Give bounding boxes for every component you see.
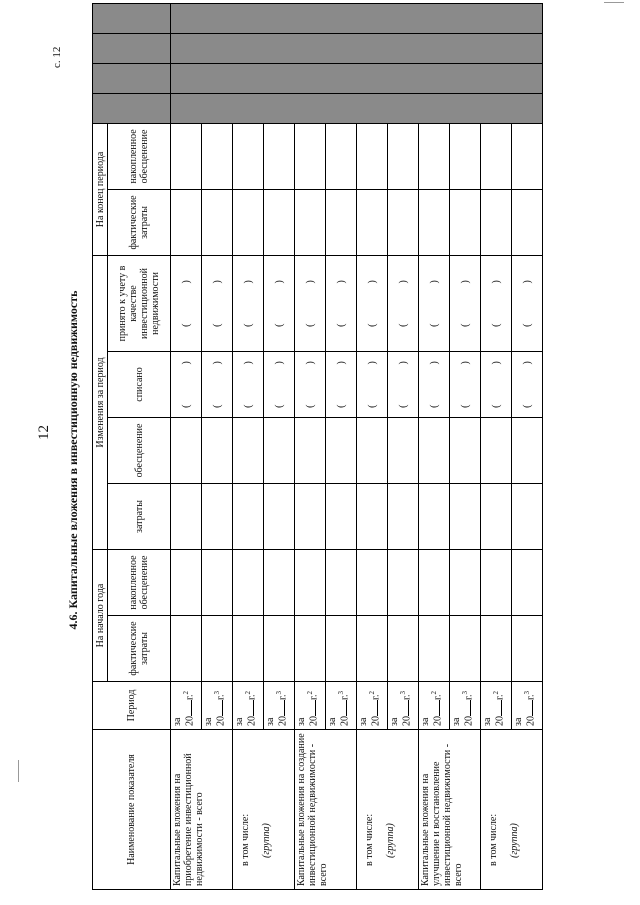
- year-blank: [524, 700, 533, 716]
- header-change-writeoff: списано: [108, 352, 171, 418]
- table-row: [233, 3, 264, 889]
- shaded-cell: [171, 33, 543, 63]
- period-year-prefix: 20: [184, 716, 196, 726]
- year-blank: [431, 700, 440, 716]
- negative-amount-parens: ( ): [397, 280, 409, 327]
- value-cell[interactable]: [233, 189, 264, 255]
- period-year: [307, 685, 319, 726]
- period-year-suffix: г.: [525, 694, 537, 700]
- indicator-name-cell: [419, 730, 481, 890]
- value-cell[interactable]: [512, 352, 543, 418]
- period-prefix: за: [358, 717, 369, 726]
- period-year: [245, 685, 257, 726]
- period-footnote: 2: [430, 691, 438, 695]
- value-cell[interactable]: [512, 255, 543, 351]
- table-row: [357, 3, 388, 889]
- indicator-group: (группа): [385, 823, 396, 858]
- rotated-page-content: [66, 30, 606, 890]
- period-cell: [450, 682, 481, 730]
- period-year-prefix: 20: [339, 716, 351, 726]
- value-cell[interactable]: [357, 255, 388, 351]
- value-cell[interactable]: [171, 255, 202, 351]
- value-cell[interactable]: [357, 616, 388, 682]
- value-cell[interactable]: [264, 352, 295, 418]
- value-cell[interactable]: [512, 189, 543, 255]
- scan-edge-mark: [18, 760, 19, 782]
- value-cell[interactable]: [326, 352, 357, 418]
- value-cell[interactable]: [202, 484, 233, 550]
- value-cell[interactable]: [326, 550, 357, 616]
- negative-amount-parens: ( ): [273, 361, 285, 408]
- value-cell[interactable]: [450, 352, 481, 418]
- value-cell[interactable]: [419, 484, 450, 550]
- value-cell[interactable]: [264, 189, 295, 255]
- period-prefix: за: [389, 717, 400, 726]
- period-cell: [171, 682, 202, 730]
- value-cell[interactable]: [295, 418, 326, 484]
- period-year: [369, 685, 381, 726]
- indicator-name-cell: [295, 730, 357, 890]
- period-cell: [388, 682, 419, 730]
- period-year-prefix: 20: [401, 716, 413, 726]
- period-year: [183, 685, 195, 726]
- value-cell[interactable]: [264, 418, 295, 484]
- value-cell[interactable]: [295, 255, 326, 351]
- period-cell: [233, 682, 264, 730]
- period-footnote: 3: [523, 691, 531, 695]
- period-year-prefix: 20: [277, 716, 289, 726]
- negative-amount-parens: ( ): [242, 280, 254, 327]
- shaded-cell: [171, 63, 543, 93]
- value-cell[interactable]: [326, 189, 357, 255]
- value-cell[interactable]: [481, 255, 512, 351]
- table-row: [481, 3, 512, 889]
- sheet-label: с. 12: [51, 46, 63, 68]
- value-cell[interactable]: [388, 255, 419, 351]
- header-changes-group: Изменения за период: [93, 255, 108, 549]
- negative-amount-parens: ( ): [335, 280, 347, 327]
- header-period: Период: [93, 682, 171, 730]
- value-cell[interactable]: [171, 123, 202, 189]
- header-end-group: На конец периода: [93, 123, 108, 255]
- period-year-suffix: г.: [370, 694, 382, 700]
- negative-amount-parens: ( ): [490, 280, 502, 327]
- period-footnote: 3: [337, 691, 345, 695]
- value-cell[interactable]: [512, 123, 543, 189]
- value-cell[interactable]: [388, 352, 419, 418]
- value-cell[interactable]: [512, 616, 543, 682]
- value-cell[interactable]: [419, 418, 450, 484]
- period-prefix: за: [265, 717, 276, 726]
- value-cell[interactable]: [450, 550, 481, 616]
- value-cell[interactable]: [388, 123, 419, 189]
- year-blank: [307, 700, 316, 716]
- period-cell: [326, 682, 357, 730]
- value-cell[interactable]: [450, 484, 481, 550]
- negative-amount-parens: ( ): [521, 361, 533, 408]
- year-blank: [183, 700, 192, 716]
- section-title: 4.6. Капитальные вложения в инвестиционную недвижимость: [66, 290, 80, 630]
- period-cell: [357, 682, 388, 730]
- period-year: [276, 685, 288, 726]
- value-cell[interactable]: [388, 418, 419, 484]
- value-cell[interactable]: [171, 550, 202, 616]
- period-year: [462, 685, 474, 726]
- value-cell[interactable]: [233, 418, 264, 484]
- period-year-suffix: г.: [401, 694, 413, 700]
- period-cell: [419, 682, 450, 730]
- period-prefix: за: [234, 717, 245, 726]
- value-cell[interactable]: [295, 616, 326, 682]
- negative-amount-parens: ( ): [366, 280, 378, 327]
- year-blank: [369, 700, 378, 716]
- header-change-costs: затраты: [108, 484, 171, 550]
- period-footnote: 3: [399, 691, 407, 695]
- value-cell[interactable]: [419, 352, 450, 418]
- value-cell[interactable]: [388, 484, 419, 550]
- period-footnote: 2: [244, 691, 252, 695]
- negative-amount-parens: ( ): [428, 280, 440, 327]
- value-cell[interactable]: [419, 550, 450, 616]
- value-cell[interactable]: [202, 189, 233, 255]
- negative-amount-parens: ( ): [180, 361, 192, 408]
- value-cell[interactable]: [419, 255, 450, 351]
- period-year-prefix: 20: [308, 716, 320, 726]
- period-cell: [512, 682, 543, 730]
- table-body: [171, 3, 543, 889]
- period-footnote: 3: [275, 691, 283, 695]
- value-cell[interactable]: [450, 123, 481, 189]
- period-prefix: за: [296, 717, 307, 726]
- page-number: 12: [36, 425, 52, 440]
- period-cell: [295, 682, 326, 730]
- period-year-suffix: г.: [308, 694, 320, 700]
- period-footnote: 2: [182, 691, 190, 695]
- value-cell[interactable]: [481, 484, 512, 550]
- capital-investment-table: [92, 3, 543, 890]
- value-cell[interactable]: [357, 123, 388, 189]
- value-cell[interactable]: [295, 550, 326, 616]
- period-prefix: за: [203, 717, 214, 726]
- period-footnote: 3: [213, 691, 221, 695]
- indicator-label: в том числе:: [488, 813, 499, 866]
- negative-amount-parens: ( ): [490, 361, 502, 408]
- value-cell[interactable]: [512, 484, 543, 550]
- value-cell[interactable]: [171, 616, 202, 682]
- period-prefix: за: [451, 717, 462, 726]
- header-name: Наименование показателя: [93, 730, 171, 890]
- year-blank: [214, 700, 223, 716]
- shaded-cell: [171, 93, 543, 123]
- value-cell[interactable]: [450, 189, 481, 255]
- negative-amount-parens: ( ): [521, 280, 533, 327]
- negative-amount-parens: ( ): [180, 280, 192, 327]
- period-year-suffix: г.: [339, 694, 351, 700]
- value-cell[interactable]: [388, 616, 419, 682]
- negative-amount-parens: ( ): [242, 361, 254, 408]
- value-cell[interactable]: [512, 550, 543, 616]
- value-cell[interactable]: [202, 255, 233, 351]
- scan-edge-mark: [604, 2, 624, 3]
- value-cell[interactable]: [481, 189, 512, 255]
- period-year-prefix: 20: [463, 716, 475, 726]
- header-start-impairment: накопленное обесценение: [108, 550, 171, 616]
- value-cell[interactable]: [295, 123, 326, 189]
- negative-amount-parens: ( ): [459, 361, 471, 408]
- shaded-cell: [93, 3, 171, 33]
- period-year-suffix: г.: [246, 694, 258, 700]
- value-cell[interactable]: [233, 550, 264, 616]
- period-cell: [202, 682, 233, 730]
- year-blank: [462, 700, 471, 716]
- value-cell[interactable]: [171, 352, 202, 418]
- indicator-group: (группа): [261, 823, 272, 858]
- value-cell[interactable]: [481, 123, 512, 189]
- value-cell[interactable]: [202, 616, 233, 682]
- period-year-prefix: 20: [370, 716, 382, 726]
- value-cell[interactable]: [357, 484, 388, 550]
- value-cell[interactable]: [388, 189, 419, 255]
- indicator-name-cell: [233, 730, 295, 890]
- negative-amount-parens: ( ): [335, 361, 347, 408]
- value-cell[interactable]: [481, 352, 512, 418]
- table-row: [295, 3, 326, 889]
- indicator-label: Капитальные вложения на улучшение и восстановление инвестиционной недвижимости - всего: [420, 743, 464, 886]
- period-year-suffix: г.: [494, 694, 506, 700]
- value-cell[interactable]: [419, 189, 450, 255]
- value-cell[interactable]: [326, 123, 357, 189]
- negative-amount-parens: ( ): [366, 361, 378, 408]
- period-prefix: за: [172, 717, 183, 726]
- value-cell[interactable]: [481, 616, 512, 682]
- value-cell[interactable]: [295, 352, 326, 418]
- header-end-costs: фактические затраты: [108, 189, 171, 255]
- value-cell[interactable]: [171, 418, 202, 484]
- negative-amount-parens: ( ): [304, 361, 316, 408]
- indicator-label: в том числе:: [364, 813, 375, 866]
- period-year-suffix: г.: [277, 694, 289, 700]
- negative-amount-parens: ( ): [211, 280, 223, 327]
- indicator-name-cell: [357, 730, 419, 890]
- period-footnote: 2: [368, 691, 376, 695]
- period-year: [524, 685, 536, 726]
- shaded-cell: [93, 63, 171, 93]
- value-cell[interactable]: [357, 418, 388, 484]
- value-cell[interactable]: [171, 189, 202, 255]
- header-start-costs: фактические затраты: [108, 616, 171, 682]
- header-start-group: На начало года: [93, 550, 108, 682]
- value-cell[interactable]: [419, 123, 450, 189]
- year-blank: [245, 700, 254, 716]
- indicator-group: (группа): [509, 823, 520, 858]
- value-cell[interactable]: [264, 255, 295, 351]
- value-cell[interactable]: [450, 418, 481, 484]
- year-blank: [493, 700, 502, 716]
- negative-amount-parens: ( ): [428, 361, 440, 408]
- period-year-suffix: г.: [184, 694, 196, 700]
- indicator-label: Капитальные вложения на создание инвестиционной недвижимости - всего: [296, 733, 329, 886]
- shaded-cell: [93, 93, 171, 123]
- shaded-cell: [93, 33, 171, 63]
- year-blank: [400, 700, 409, 716]
- indicator-name-cell: [481, 730, 543, 890]
- value-cell[interactable]: [388, 550, 419, 616]
- value-cell[interactable]: [171, 484, 202, 550]
- indicator-label: Капитальные вложения на приобретение инвестиционной недвижимости - всего: [172, 753, 205, 886]
- period-year-suffix: г.: [215, 694, 227, 700]
- header-change-impairment: обесценение: [108, 418, 171, 484]
- period-year-prefix: 20: [525, 716, 537, 726]
- value-cell[interactable]: [419, 616, 450, 682]
- value-cell[interactable]: [326, 484, 357, 550]
- period-footnote: 3: [461, 691, 469, 695]
- value-cell[interactable]: [233, 123, 264, 189]
- indicator-label: в том числе:: [240, 813, 251, 866]
- period-footnote: 2: [492, 691, 500, 695]
- period-prefix: за: [327, 717, 338, 726]
- value-cell[interactable]: [233, 352, 264, 418]
- year-blank: [338, 700, 347, 716]
- table-row: [171, 3, 202, 889]
- period-year-prefix: 20: [246, 716, 258, 726]
- negative-amount-parens: ( ): [304, 280, 316, 327]
- value-cell[interactable]: [357, 189, 388, 255]
- value-cell[interactable]: [450, 255, 481, 351]
- header-change-accepted: принято к учету в качестве инвестиционной недвижимости: [108, 255, 171, 351]
- value-cell[interactable]: [202, 550, 233, 616]
- value-cell[interactable]: [481, 418, 512, 484]
- period-cell: [264, 682, 295, 730]
- negative-amount-parens: ( ): [273, 280, 285, 327]
- period-footnote: 2: [306, 691, 314, 695]
- period-year: [431, 685, 443, 726]
- indicator-name-cell: [171, 730, 233, 890]
- period-year-prefix: 20: [432, 716, 444, 726]
- period-prefix: за: [420, 717, 431, 726]
- value-cell[interactable]: [295, 484, 326, 550]
- value-cell[interactable]: [295, 189, 326, 255]
- period-year-prefix: 20: [215, 716, 227, 726]
- value-cell[interactable]: [481, 550, 512, 616]
- value-cell[interactable]: [264, 550, 295, 616]
- value-cell[interactable]: [233, 484, 264, 550]
- value-cell[interactable]: [357, 352, 388, 418]
- period-year-prefix: 20: [494, 716, 506, 726]
- period-prefix: за: [513, 717, 524, 726]
- value-cell[interactable]: [202, 418, 233, 484]
- period-year: [493, 685, 505, 726]
- period-prefix: за: [482, 717, 493, 726]
- period-cell: [481, 682, 512, 730]
- period-year-suffix: г.: [432, 694, 444, 700]
- negative-amount-parens: ( ): [459, 280, 471, 327]
- negative-amount-parens: ( ): [211, 361, 223, 408]
- shaded-cell: [171, 3, 543, 33]
- period-year: [214, 685, 226, 726]
- value-cell[interactable]: [326, 418, 357, 484]
- value-cell[interactable]: [233, 255, 264, 351]
- value-cell[interactable]: [450, 616, 481, 682]
- negative-amount-parens: ( ): [397, 361, 409, 408]
- value-cell[interactable]: [512, 418, 543, 484]
- value-cell[interactable]: [326, 616, 357, 682]
- value-cell[interactable]: [264, 123, 295, 189]
- value-cell[interactable]: [264, 616, 295, 682]
- value-cell[interactable]: [233, 616, 264, 682]
- value-cell[interactable]: [202, 352, 233, 418]
- value-cell[interactable]: [326, 255, 357, 351]
- value-cell[interactable]: [202, 123, 233, 189]
- table-row: [419, 3, 450, 889]
- year-blank: [276, 700, 285, 716]
- value-cell[interactable]: [357, 550, 388, 616]
- period-year-suffix: г.: [463, 694, 475, 700]
- value-cell[interactable]: [264, 484, 295, 550]
- header-end-impairment: накопленное обесценение: [108, 123, 171, 189]
- period-year: [400, 685, 412, 726]
- period-year: [338, 685, 350, 726]
